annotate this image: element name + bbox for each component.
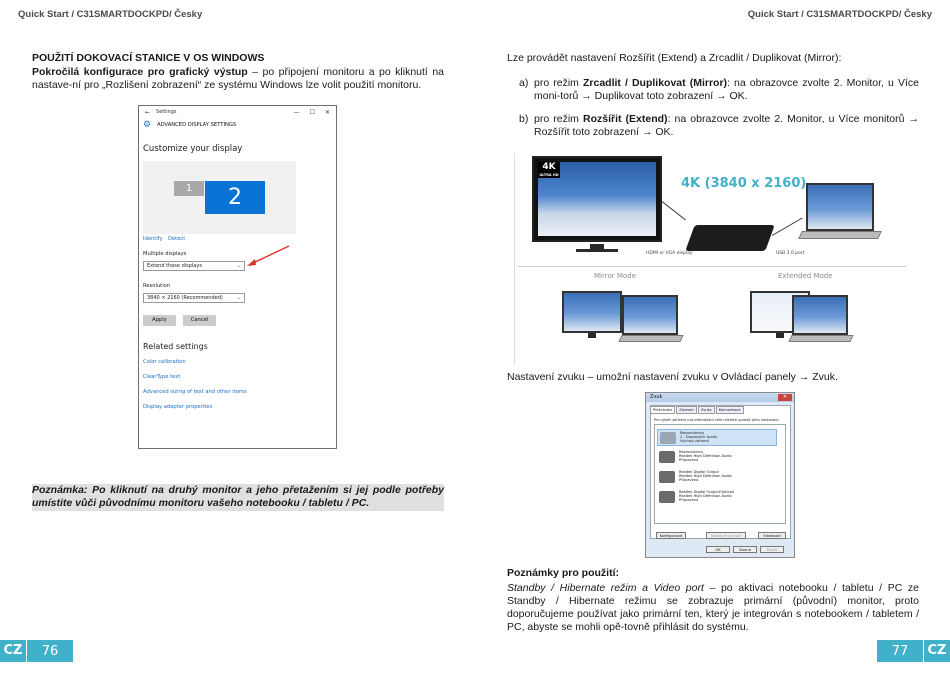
sound-title: Zvuk	[650, 394, 663, 400]
device-sub: 2 - Displaylink Audio	[680, 435, 717, 440]
chevron-down-icon: ⌄	[236, 295, 241, 301]
color-calibration-link: Color calibration	[143, 359, 186, 365]
list-mark-b: b)	[519, 112, 529, 125]
settings-window-screenshot	[138, 105, 337, 449]
properties-button: Vlastnosti	[758, 532, 786, 539]
settings-header-label: ADVANCED DISPLAY SETTINGS	[157, 122, 237, 128]
item-a-bold: Zrcadlit / Duplikovat (Mirror)	[582, 76, 728, 89]
language-code: CZ	[0, 640, 27, 662]
tab-playback: Přehrávání	[650, 406, 675, 414]
resolution-value: 3840 × 2160 (Recommended)	[147, 295, 223, 301]
running-header-left: Quick Start / C31SMARTDOCKPD/ Česky	[18, 9, 203, 20]
device-status: Připraveno	[679, 498, 699, 503]
device-sub: Realtek High Definition Audio	[679, 474, 732, 479]
monitor-2-tile: 2	[205, 181, 265, 214]
cancel-button: Cancel	[183, 315, 216, 326]
detect-link: Detect	[168, 236, 186, 242]
customize-heading: Customize your display	[143, 144, 243, 154]
speaker-icon	[660, 432, 676, 444]
monitor-stand-base	[576, 249, 618, 252]
device-row	[657, 429, 777, 446]
list-item-b	[507, 113, 919, 140]
intro-paragraph	[32, 66, 444, 93]
device-list	[654, 424, 786, 524]
mirror-monitor-stand	[588, 333, 596, 338]
mode-diagram	[514, 153, 909, 365]
settings-header	[139, 118, 336, 132]
device-name: Realtek Digital Output(Optical)	[679, 490, 735, 494]
resolution-label: Resolution	[143, 283, 171, 289]
monitor-1-tile: 1	[174, 181, 204, 196]
window-controls	[294, 109, 336, 116]
laptop-screen	[806, 183, 874, 231]
cable-line	[772, 218, 803, 236]
multiple-displays-value: Extend these displays	[147, 263, 202, 269]
intro-bold: Pokročilá konfigurace pro grafický výstup	[32, 65, 248, 78]
4k-badge	[538, 162, 560, 178]
tab-communication: Komunikace	[716, 406, 744, 414]
sound-dialog-screenshot	[645, 392, 795, 558]
device-name: Reproduktory	[680, 431, 705, 435]
configure-button: Konfigurovat	[656, 532, 686, 539]
notes-paragraph	[507, 582, 919, 634]
resolution-label-4k: 4K (3840 x 2160)	[681, 176, 807, 191]
close-icon: ✕	[324, 108, 330, 116]
device-sub: Realtek High Definition Audio	[679, 454, 732, 459]
running-header-right: Quick Start / C31SMARTDOCKPD/ Česky	[747, 9, 932, 20]
gear-icon: ⚙	[143, 120, 152, 130]
settings-title: Settings	[156, 109, 177, 115]
left-column	[32, 52, 444, 93]
4k-monitor	[532, 156, 662, 242]
mode-intro: Lze provádět nastavení Rozšířit (Extend) a Zrcadlit / Duplikovat (Mirror):	[507, 52, 842, 64]
device-sub: Realtek High Definition Audio	[679, 494, 732, 499]
extend-monitor-stand	[776, 333, 784, 338]
mirror-monitor-screen	[562, 291, 622, 333]
device-row	[657, 469, 777, 486]
set-default-button: Nastavit výchozí	[706, 532, 746, 539]
page-number: 76	[41, 643, 59, 659]
identify-link: Identify	[143, 236, 163, 242]
ok-button: OK	[706, 546, 730, 553]
advanced-sizing-link: Advanced sizing of text and other items	[143, 389, 247, 395]
hdmi-label: HDMI or VGA display	[646, 251, 693, 256]
device-row	[657, 489, 777, 506]
sound-description: Pro výběr zařízení pro přehrávání níže můžete upravit jeho nastavení:	[654, 418, 780, 422]
device-name: Realtek Digital Output	[679, 470, 719, 474]
right-column	[507, 52, 919, 140]
display-arrangement	[143, 161, 296, 234]
device-status: Výchozí zařízení	[680, 439, 709, 444]
mirror-mode-label: Mirror Mode	[594, 272, 636, 280]
item-a-rest: : na obrazovce zvolte 2. Monitor, u Více moni-torů → Duplikovat toto zobrazení → OK.	[534, 76, 919, 102]
apply-button: Apply	[143, 315, 176, 326]
back-arrow-icon: ←	[145, 108, 151, 116]
page-number: 77	[891, 643, 909, 659]
red-arrow-icon	[243, 243, 293, 269]
apply-button: Použít	[760, 546, 784, 553]
tab-recording: Záznam	[676, 406, 697, 414]
storno-button: Storno	[733, 546, 757, 553]
mirror-laptop-base	[618, 335, 683, 342]
laptop-base	[798, 231, 882, 239]
4k-badge-sub: ULTRA HD	[539, 173, 559, 177]
tab-sounds: Zvuky	[698, 406, 715, 414]
extended-mode-label: Extended Mode	[778, 272, 833, 280]
item-b-rest: : na obrazovce zvolte 2. Monitor, u Více monitorů → Rozšířit toto zobrazení → OK.	[534, 112, 919, 138]
settings-titlebar	[139, 106, 336, 118]
diagram-border	[514, 153, 515, 365]
list-mark-a: a)	[519, 76, 529, 89]
mirror-laptop-screen	[622, 295, 678, 335]
divider-line	[518, 266, 906, 267]
cable-line	[662, 201, 686, 220]
related-settings-heading: Related settings	[143, 342, 208, 351]
extend-laptop-base	[788, 335, 853, 342]
usage-notes	[507, 567, 919, 634]
section-title: POUŽITÍ DOKOVACÍ STANICE V OS WINDOWS	[32, 52, 265, 64]
speaker-icon	[659, 451, 675, 463]
sound-paragraph: Nastavení zvuku – umožní nastavení zvuku v Ovládací panely → Zvuk.	[507, 371, 838, 383]
usb-label: USB 3.0 port	[776, 251, 805, 256]
cleartype-link: ClearType text	[143, 374, 181, 380]
multiple-displays-label: Multiple displays	[143, 251, 187, 257]
language-code: CZ	[923, 640, 950, 662]
item-a-pre: pro režim	[534, 76, 583, 89]
resolution-dropdown	[143, 293, 245, 303]
sound-titlebar	[646, 393, 794, 402]
digital-output-icon	[659, 471, 675, 483]
page-tab-left	[0, 640, 73, 662]
note-box: Poznámka: Po kliknutí na druhý monitor a jeho přetažením si jej podle potřeby umístite vůči původnímu monitoru vašeho notebooku / tabletu / PC.	[32, 484, 444, 509]
sound-tabs	[650, 406, 744, 414]
extend-laptop-screen	[792, 295, 848, 335]
notes-italic: Standby / Hibernate režim a Video port	[507, 582, 704, 594]
notes-title: Poznámky pro použití:	[507, 567, 620, 579]
device-status: Připraveno	[679, 478, 699, 483]
close-icon: ✕	[778, 394, 792, 401]
page-tab-right	[877, 640, 950, 662]
display-adapter-link: Display adapter properties	[143, 404, 213, 410]
chevron-down-icon: ⌄	[236, 263, 241, 269]
device-name: Reproduktory	[679, 450, 704, 454]
item-b-pre: pro režim	[534, 112, 583, 125]
docking-station	[685, 225, 774, 251]
notes-rest: – po aktivaci notebooku / tabletu / PC ze Standby / Hibernate režimu se zobrazuje primární (původní) monitor, proto doporučujeme používat jako primární ten, který je integrován s notebookem / tabletem / PC, abyste se mohli opě-tovně přihlásit do systému.	[507, 582, 919, 633]
item-b-bold: Rozšířit (Extend)	[582, 112, 668, 125]
4k-badge-main: 4K	[542, 162, 556, 172]
intro-rest: – po připojení monitoru a po kliknutí na nastave-ní pro „Rozlišení zobrazení“ ze systému Windows lze volit použití monitoru.	[32, 65, 444, 91]
device-status: Připraveno	[679, 458, 699, 463]
maximize-icon: ☐	[309, 108, 315, 116]
list-item-a	[507, 77, 919, 104]
multiple-displays-dropdown	[143, 261, 245, 271]
optical-output-icon	[659, 491, 675, 503]
device-row	[657, 449, 777, 466]
minimize-icon: —	[293, 108, 300, 116]
